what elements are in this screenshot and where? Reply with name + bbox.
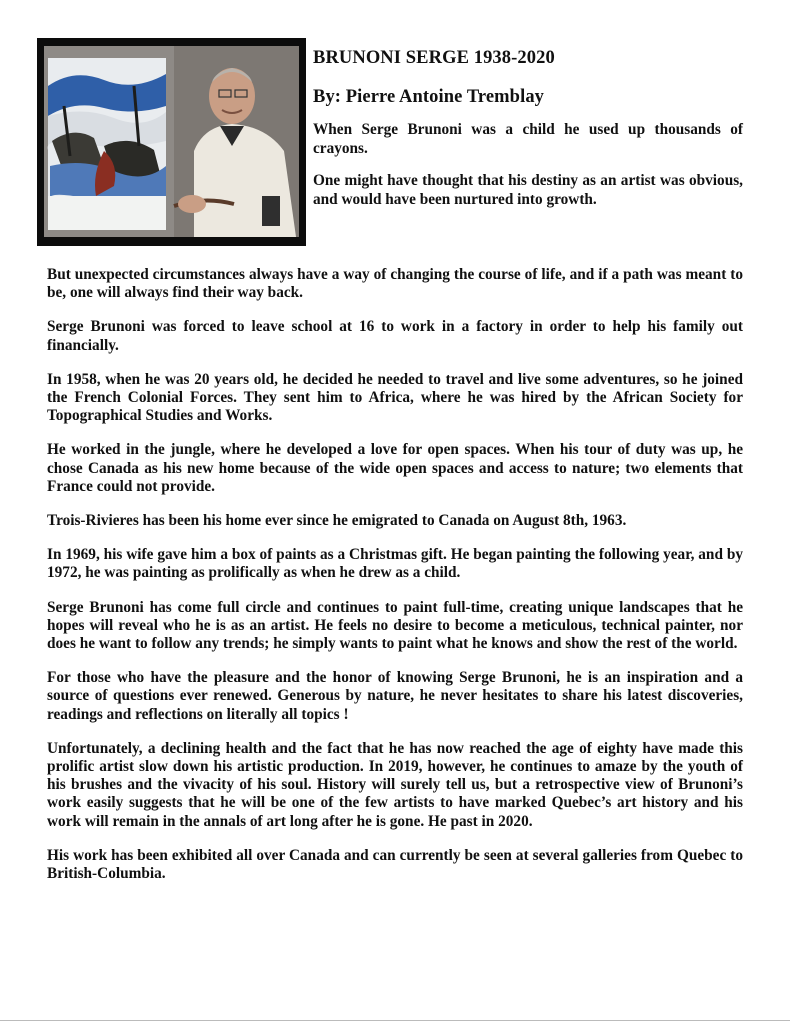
body-paragraph: Serge Brunoni was forced to leave school at 16 to work in a factory in order to help his family out financially. [47, 318, 743, 354]
body-paragraph: Serge Brunoni has come full circle and continues to paint full-time, creating unique landscapes that he hopes will reveal who he is as an artist. He feels no desire to become a meticulous, technical painter, nor does he want to follow any trends; he simply wants to paint what he knows and show the rest of the world. [47, 598, 743, 653]
intro-paragraphs [313, 120, 743, 209]
article-byline: By: Pierre Antoine Tremblay [313, 87, 545, 107]
body-paragraph: Trois-Rivieres has been his home ever since he emigrated to Canada on August 8th, 1963. [47, 512, 627, 530]
body-paragraph: Unfortunately, a declining health and the fact that he has now reached the age of eighty have made this prolific artist slow down his artistic production. In 2019, however, he continues to amaze by the youth of his brushes and the vivacity of his soul. History will surely tell us, but a retrospective view of Brunoni’s work easily suggests that he will be one of the few artists to have marked Quebec’s art history and his work will remain in the annals of art long after he is gone. He past in 2020. [47, 739, 743, 830]
intro-paragraph: One might have thought that his destiny as an artist was obvious, and would have been nurtured into growth. [313, 172, 743, 208]
page-bottom-rule [0, 1020, 790, 1021]
article-body [47, 266, 743, 899]
artist-photo [37, 38, 306, 246]
article-header [313, 46, 743, 222]
artist-painting-illustration [44, 46, 299, 237]
intro-paragraph: When Serge Brunoni was a child he used up thousands of crayons. [313, 121, 743, 157]
body-paragraph: For those who have the pleasure and the honor of knowing Serge Brunoni, he is an inspiration and a source of questions ever renewed. Generous by nature, he never hesitates to share his latest discoveries, readings and reflections on literally all topics ! [47, 669, 743, 723]
body-paragraph: But unexpected circumstances always have a way of changing the course of life, and if a path was meant to be, one will always find their way back. [47, 266, 743, 302]
body-paragraph: He worked in the jungle, where he developed a love for open spaces. When his tour of duty was up, he chose Canada as his new home because of the wide open spaces and access to nature; two elements that France could not provide. [47, 441, 743, 495]
body-paragraph: In 1958, when he was 20 years old, he decided he needed to travel and live some adventures, so he joined the French Colonial Forces. They sent him to Africa, where he was hired by the African Society for Topographical Studies and Works. [47, 370, 743, 425]
article-title: BRUNONI SERGE 1938-2020 [313, 48, 555, 68]
body-paragraph: His work has been exhibited all over Canada and can currently be seen at several galleries from Quebec to British-Columbia. [47, 846, 743, 883]
body-paragraph: In 1969, his wife gave him a box of paints as a Christmas gift. He began painting the following year, and by 1972, he was painting as prolifically as when he drew as a child. [47, 546, 743, 582]
